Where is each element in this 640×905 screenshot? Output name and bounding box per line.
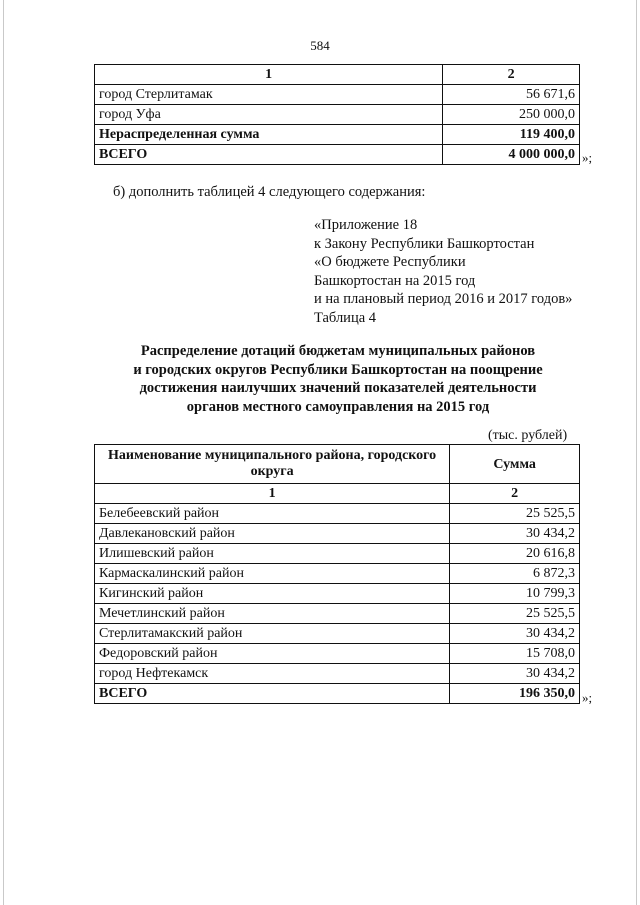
appendix-heading — [314, 216, 572, 327]
table-number: Таблица 4 — [314, 309, 377, 326]
row-value: 119 400,0 — [443, 125, 580, 145]
table-title — [80, 342, 596, 416]
appendix-line: Башкортостан на 2015 год — [314, 272, 476, 289]
total-value: 196 350,0 — [450, 684, 580, 704]
row-name: Давлекановский район — [95, 524, 450, 544]
table-row — [95, 604, 580, 624]
table-row — [95, 125, 580, 145]
row-name: Белебеевский район — [95, 504, 450, 524]
row-name: Стерлитамакский район — [95, 624, 450, 644]
closing-quote: »; — [582, 150, 593, 165]
table-title-line: Распределение дотаций бюджетам муниципальных районов — [140, 343, 536, 359]
scan-edge-right — [636, 0, 637, 905]
row-value: 56 671,6 — [443, 85, 580, 105]
row-name: город Стерлитамак — [95, 85, 443, 105]
row-value: 250 000,0 — [443, 105, 580, 125]
row-name: Мечетлинский район — [95, 604, 450, 624]
header-name-column: Наименование муниципального района, городского округа — [95, 445, 450, 484]
table-row — [95, 664, 580, 684]
table-title-line: и городских округов Республики Башкортостан на поощрение — [133, 361, 543, 378]
table-row — [95, 105, 580, 125]
table-row — [95, 584, 580, 604]
row-name: город Нефтекамск — [95, 664, 450, 684]
column-number-1: 1 — [95, 65, 443, 85]
row-value: 10 799,3 — [450, 584, 580, 604]
column-number-2: 2 — [450, 484, 580, 504]
row-value: 4 000 000,0 — [443, 145, 580, 165]
scan-edge-left — [3, 0, 4, 905]
column-number-1: 1 — [95, 484, 450, 504]
appendix-line: «О бюджете Республики — [314, 254, 466, 270]
units-label: (тыс. рублей) — [488, 428, 568, 443]
row-value: 15 708,0 — [450, 644, 580, 664]
table-total-row — [95, 684, 580, 704]
table-header-row — [95, 65, 580, 85]
appendix-line: к Закону Республики Башкортостан — [314, 235, 535, 252]
row-value: 25 525,5 — [450, 604, 580, 624]
row-value: 30 434,2 — [450, 624, 580, 644]
row-name: Федоровский район — [95, 644, 450, 664]
header-sum-column: Сумма — [450, 445, 580, 484]
table-title-line: достижения наилучших значений показателей деятельности — [139, 380, 537, 396]
amendment-text: б) дополнить таблицей 4 следующего содержания: — [113, 184, 426, 200]
table-total-row — [95, 145, 580, 165]
table-row — [95, 85, 580, 105]
row-name: Илишевский район — [95, 544, 450, 564]
row-value: 25 525,5 — [450, 504, 580, 524]
table-row — [95, 644, 580, 664]
table-header-row — [95, 445, 580, 484]
row-value: 30 434,2 — [450, 524, 580, 544]
row-name: ВСЕГО — [95, 145, 443, 165]
table-row — [95, 624, 580, 644]
table-row — [95, 564, 580, 584]
appendix-line: «Приложение 18 — [314, 217, 418, 233]
appendix-line: и на плановый период 2016 и 2017 годов» — [314, 291, 573, 307]
page-number: 584 — [310, 38, 330, 53]
row-value: 30 434,2 — [450, 664, 580, 684]
closing-quote: »; — [582, 690, 593, 705]
row-name: Кармаскалинский район — [95, 564, 450, 584]
row-name: город Уфа — [95, 105, 443, 125]
total-label: ВСЕГО — [95, 684, 450, 704]
column-number-2: 2 — [443, 65, 580, 85]
row-name: Нераспределенная сумма — [95, 125, 443, 145]
budget-table-continuation — [94, 64, 580, 165]
table-row — [95, 504, 580, 524]
row-value: 20 616,8 — [450, 544, 580, 564]
subsidy-distribution-table — [94, 444, 580, 704]
row-value: 6 872,3 — [450, 564, 580, 584]
column-numbers-row — [95, 484, 580, 504]
table-title-line: органов местного самоуправления на 2015 год — [186, 398, 490, 415]
row-name: Кигинский район — [95, 584, 450, 604]
table-row — [95, 544, 580, 564]
table-row — [95, 524, 580, 544]
